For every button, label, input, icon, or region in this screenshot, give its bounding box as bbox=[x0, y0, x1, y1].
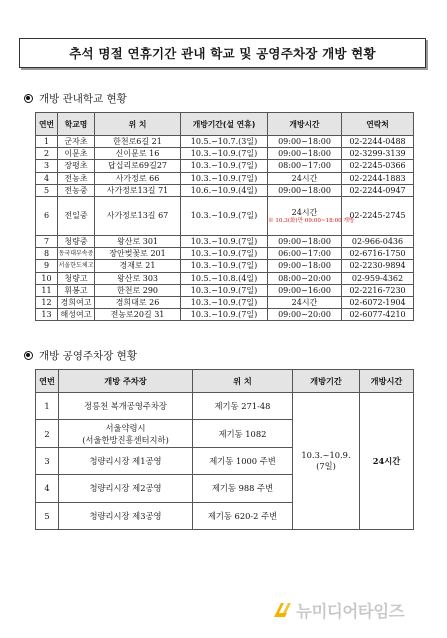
school-row bbox=[36, 284, 414, 296]
watermark bbox=[272, 598, 404, 622]
column-header: 개방시간 bbox=[360, 370, 414, 393]
watermark-text: 뉴미디어타임즈 bbox=[296, 602, 405, 621]
column-header: 연번 bbox=[36, 370, 59, 393]
school-row bbox=[36, 184, 414, 196]
open-hours: 08:00~17:00 bbox=[268, 160, 342, 172]
open-period: 10.3.~10.9.(7일) bbox=[181, 284, 268, 296]
open-hours: 09:00~18:00 bbox=[268, 260, 342, 272]
column-header: 학교명 bbox=[58, 113, 95, 136]
parking-table bbox=[35, 369, 414, 530]
location: 경희대로 26 bbox=[95, 296, 181, 308]
phone: 02-959-4362 bbox=[342, 272, 414, 284]
open-period: 10.5.~10.8.(4일) bbox=[181, 272, 268, 284]
phone: 02-2230-9894 bbox=[342, 260, 414, 272]
parking-name-line: 청량리시장 제2공영 bbox=[89, 483, 162, 494]
location: 한천로 290 bbox=[95, 284, 181, 296]
open-hours bbox=[268, 196, 355, 235]
row-number: 4 bbox=[36, 475, 59, 502]
parking-row bbox=[36, 393, 414, 420]
row-number: 5 bbox=[36, 184, 58, 196]
open-period: 10.3.~10.9.(7일) bbox=[181, 235, 268, 247]
location: 제기동 620-2 주변 bbox=[193, 502, 293, 529]
school-row bbox=[36, 248, 414, 260]
school-name: 전일중 bbox=[58, 196, 95, 235]
parking-name-line: 청량리시장 제3공영 bbox=[89, 510, 162, 521]
row-number: 7 bbox=[36, 235, 58, 247]
parking-name bbox=[59, 502, 193, 529]
open-hours-note: ※ 10.3(화)만 09:00~18:00 개방 bbox=[268, 217, 355, 224]
parking-name bbox=[59, 420, 193, 447]
phone: 02-2244-0947 bbox=[342, 184, 414, 196]
row-number: 11 bbox=[36, 284, 58, 296]
phone: 02-2245-0366 bbox=[342, 160, 414, 172]
location: 한천로6길 21 bbox=[95, 136, 181, 148]
phone: 02-2244-1883 bbox=[342, 172, 414, 184]
column-header: 개방기간 bbox=[293, 370, 360, 393]
open-hours: 06:00~17:00 bbox=[268, 248, 342, 260]
school-name: 장평초 bbox=[58, 160, 95, 172]
newmedia-logo-icon bbox=[272, 601, 292, 619]
open-hours-value: 24시간 bbox=[291, 207, 318, 217]
row-number: 4 bbox=[36, 172, 58, 184]
phone: 02-2216-7230 bbox=[342, 284, 414, 296]
school-row bbox=[36, 160, 414, 172]
parking-name-line: 정릉천 복개공영주차장 bbox=[84, 401, 167, 412]
row-number: 2 bbox=[36, 420, 59, 447]
school-row bbox=[36, 136, 414, 148]
column-header: 연락처 bbox=[342, 113, 414, 136]
parking-name-line: 청량리시장 제1공영 bbox=[89, 455, 162, 466]
school-row bbox=[36, 272, 414, 284]
column-header: 개방시간 bbox=[268, 113, 342, 136]
open-hours: 24시간 bbox=[360, 393, 414, 530]
parking-name bbox=[59, 393, 193, 420]
column-header: 위 치 bbox=[193, 370, 293, 393]
phone: 02-3299-3139 bbox=[342, 148, 414, 160]
parking-name bbox=[59, 447, 193, 474]
location: 왕산로 301 bbox=[95, 235, 181, 247]
row-number: 1 bbox=[36, 393, 59, 420]
open-period: 10.3.~10.9.(7일) bbox=[181, 296, 268, 308]
phone: 02-6716-1750 bbox=[342, 248, 414, 260]
open-hours: 09:00~18:00 bbox=[268, 136, 342, 148]
column-header: 위 치 bbox=[95, 113, 181, 136]
school-row bbox=[36, 260, 414, 272]
location: 제기동 1082 bbox=[193, 420, 293, 447]
school-row bbox=[36, 235, 414, 247]
parking-name-line: 서울약령시 bbox=[105, 422, 146, 433]
school-name: 동국대부속중 bbox=[58, 248, 95, 260]
phone: 02-6072-1904 bbox=[342, 296, 414, 308]
circle-bullet-icon bbox=[24, 351, 33, 360]
school-name: 청량고 bbox=[58, 272, 95, 284]
open-period-days: (7일) bbox=[316, 460, 336, 471]
location: 사가정로13길 71 bbox=[95, 184, 181, 196]
row-number: 10 bbox=[36, 272, 58, 284]
row-number: 6 bbox=[36, 196, 58, 235]
open-hours: 09:00~18:00 bbox=[268, 184, 342, 196]
open-period: 10.3.~10.9.(7일) bbox=[181, 309, 268, 321]
school-row bbox=[36, 196, 414, 235]
row-number: 8 bbox=[36, 248, 58, 260]
school-name: 해성여고 bbox=[58, 309, 95, 321]
section-heading-schools bbox=[24, 91, 127, 106]
page-title: 추석 명절 연휴기간 관내 학교 및 공영주차장 개방 현황 bbox=[19, 38, 426, 68]
school-row bbox=[36, 296, 414, 308]
row-number: 2 bbox=[36, 148, 58, 160]
school-name: 휘봉고 bbox=[58, 284, 95, 296]
open-period: 10.3.~10.9.(7일) bbox=[181, 260, 268, 272]
phone: 02-966-0436 bbox=[342, 235, 414, 247]
open-period: 10.5.~10.7.(3일) bbox=[181, 136, 268, 148]
open-period: 10.3.~10.9.(7일) bbox=[181, 160, 268, 172]
location: 왕산로 303 bbox=[95, 272, 181, 284]
open-period: 10.3.~10.9.(7일) bbox=[181, 248, 268, 260]
location: 경재로 21 bbox=[95, 260, 181, 272]
schools-table bbox=[35, 112, 414, 321]
column-header: 연번 bbox=[36, 113, 58, 136]
open-hours: 09:00~18:00 bbox=[268, 148, 342, 160]
open-period: 10.3.~10.9.(7일) bbox=[181, 196, 268, 235]
parking-name bbox=[59, 475, 193, 502]
location: 전농로20길 31 bbox=[95, 309, 181, 321]
row-number: 1 bbox=[36, 136, 58, 148]
school-name: 전농중 bbox=[58, 184, 95, 196]
open-hours: 09:00~20:00 bbox=[268, 309, 342, 321]
location: 신이문로 16 bbox=[95, 148, 181, 160]
phone: 02-6077-4210 bbox=[342, 309, 414, 321]
location: 사가정로 66 bbox=[95, 172, 181, 184]
column-header: 개방 주차장 bbox=[59, 370, 193, 393]
row-number: 3 bbox=[36, 447, 59, 474]
open-hours: 08:00~20:00 bbox=[268, 272, 342, 284]
section-heading-parking bbox=[24, 348, 137, 363]
phone: 02-2244-0488 bbox=[342, 136, 414, 148]
circle-bullet-icon bbox=[24, 94, 33, 103]
open-hours: 24시간 bbox=[268, 172, 342, 184]
parking-table-header bbox=[36, 370, 414, 393]
row-number: 3 bbox=[36, 160, 58, 172]
row-number: 13 bbox=[36, 309, 58, 321]
open-period: 10.6.~10.9.(4일) bbox=[181, 184, 268, 196]
school-name: 전농초 bbox=[58, 172, 95, 184]
open-hours: 09:00~18:00 bbox=[268, 235, 342, 247]
row-number: 12 bbox=[36, 296, 58, 308]
location: 제기동 271-48 bbox=[193, 393, 293, 420]
school-name: 군자초 bbox=[58, 136, 95, 148]
open-period bbox=[293, 393, 360, 530]
location: 사가정로13길 67 bbox=[95, 196, 181, 235]
section-heading-parking-label: 개방 공영주차장 현황 bbox=[39, 350, 137, 362]
location: 답십리로69길27 bbox=[95, 160, 181, 172]
section-heading-schools-label: 개방 관내학교 현황 bbox=[39, 93, 127, 105]
school-name: 서울한도체고 bbox=[58, 260, 95, 272]
column-header: 개방기간(설 연휴) bbox=[181, 113, 268, 136]
open-hours: 09:00~16:00 bbox=[268, 284, 342, 296]
open-period: 10.3.~10.9.(7일) bbox=[181, 172, 268, 184]
school-name: 이문초 bbox=[58, 148, 95, 160]
phone: 02-2245-2745 bbox=[342, 196, 414, 235]
row-number: 9 bbox=[36, 260, 58, 272]
open-period: 10.3.~10.9.(7일) bbox=[181, 148, 268, 160]
parking-name-subline: (서울한방진흥센터지하) bbox=[82, 434, 169, 445]
location: 장안벚꽃로 201 bbox=[95, 248, 181, 260]
school-row bbox=[36, 309, 414, 321]
location: 제기동 988 주변 bbox=[193, 475, 293, 502]
schools-table-header bbox=[36, 113, 414, 136]
row-number: 5 bbox=[36, 502, 59, 529]
open-period-dates: 10.3.~10.9. bbox=[301, 449, 351, 460]
location: 제기동 1000 주변 bbox=[193, 447, 293, 474]
open-hours: 24시간 bbox=[268, 296, 342, 308]
school-row bbox=[36, 172, 414, 184]
school-row bbox=[36, 148, 414, 160]
school-name: 경희여고 bbox=[58, 296, 95, 308]
school-name: 청량중 bbox=[58, 235, 95, 247]
